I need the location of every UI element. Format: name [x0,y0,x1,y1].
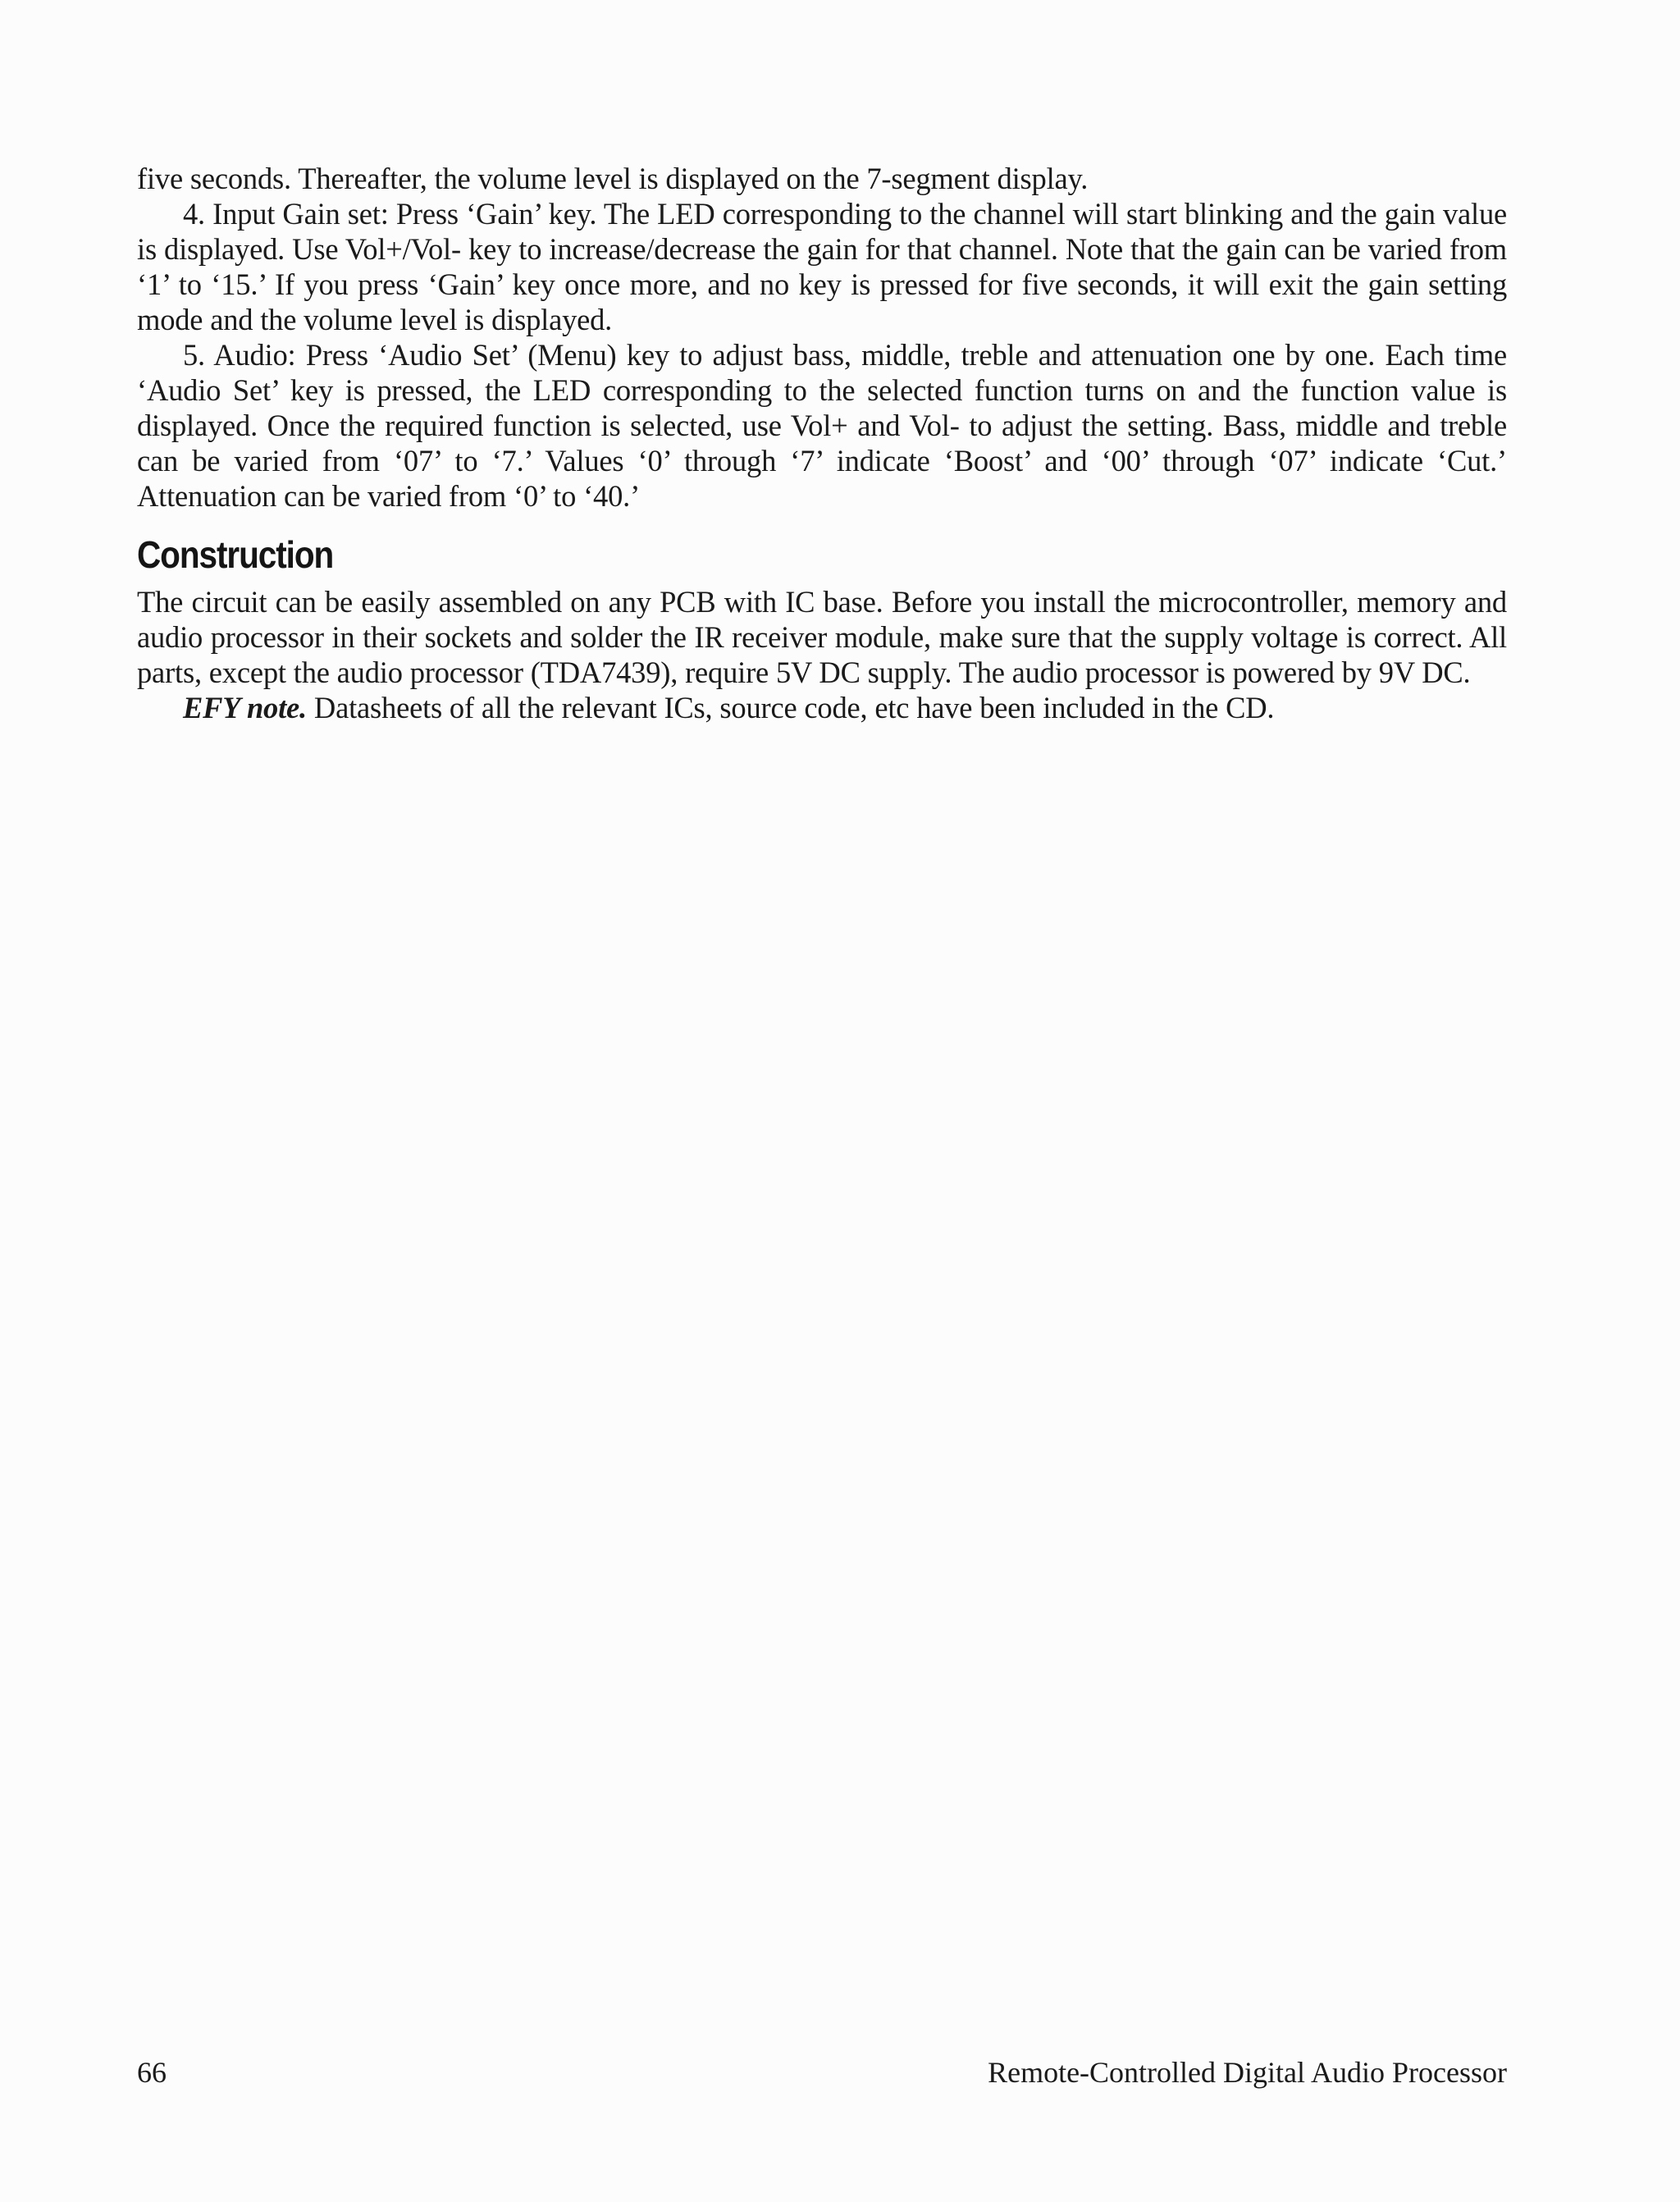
page-number: 66 [137,2056,167,2089]
continuation-paragraph: five seconds. Thereafter, the volume level is displayed on the 7-segment display. [137,162,1089,195]
efy-note-label: EFY note. [183,691,307,724]
input-gain-paragraph: 4. Input Gain set: Press ‘Gain’ key. The LED corresponding to the channel will start blinking and the gain value is displayed. Use Vol+/Vol- key to increase/decrease the gain for that channel. Note that the gain can be varied from ‘1’ to ‘15.’ If you press ‘Gain’ key once more, and no key is pressed for five seconds, it will exit the gain setting mode and the volume level is displayed. [137,197,1507,336]
construction-paragraph: The circuit can be easily assembled on any PCB with IC base. Before you install the microcontroller, memory and audio processor in their sockets and solder the IR receiver module, make sure that the supply voltage is correct. All parts, except the audio processor (TDA7439), require 5V DC supply. The audio processor is powered by 9V DC. [137,585,1507,689]
efy-note-paragraph [137,690,1507,725]
page-content [137,161,1507,725]
efy-note-text: Datasheets of all the relevant ICs, source code, etc have been included in the CD. [306,691,1275,724]
audio-paragraph: 5. Audio: Press ‘Audio Set’ (Menu) key to adjust bass, middle, treble and attenuation one by one. Each time ‘Audio Set’ key is pressed, the LED corresponding to the selected function turns on and the function value is displayed. Once the required function is selected, use Vol+ and Vol- to adjust the setting. Bass, middle and treble can be varied from ‘07’ to ‘7.’ Values ‘0’ through ‘7’ indicate ‘Boost’ and ‘00’ through ‘07’ indicate ‘Cut.’ Attenuation can be varied from ‘0’ to ‘40.’ [137,338,1507,513]
construction-heading: Construction [137,533,334,576]
running-footer-title: Remote-Controlled Digital Audio Processor [988,2056,1507,2089]
